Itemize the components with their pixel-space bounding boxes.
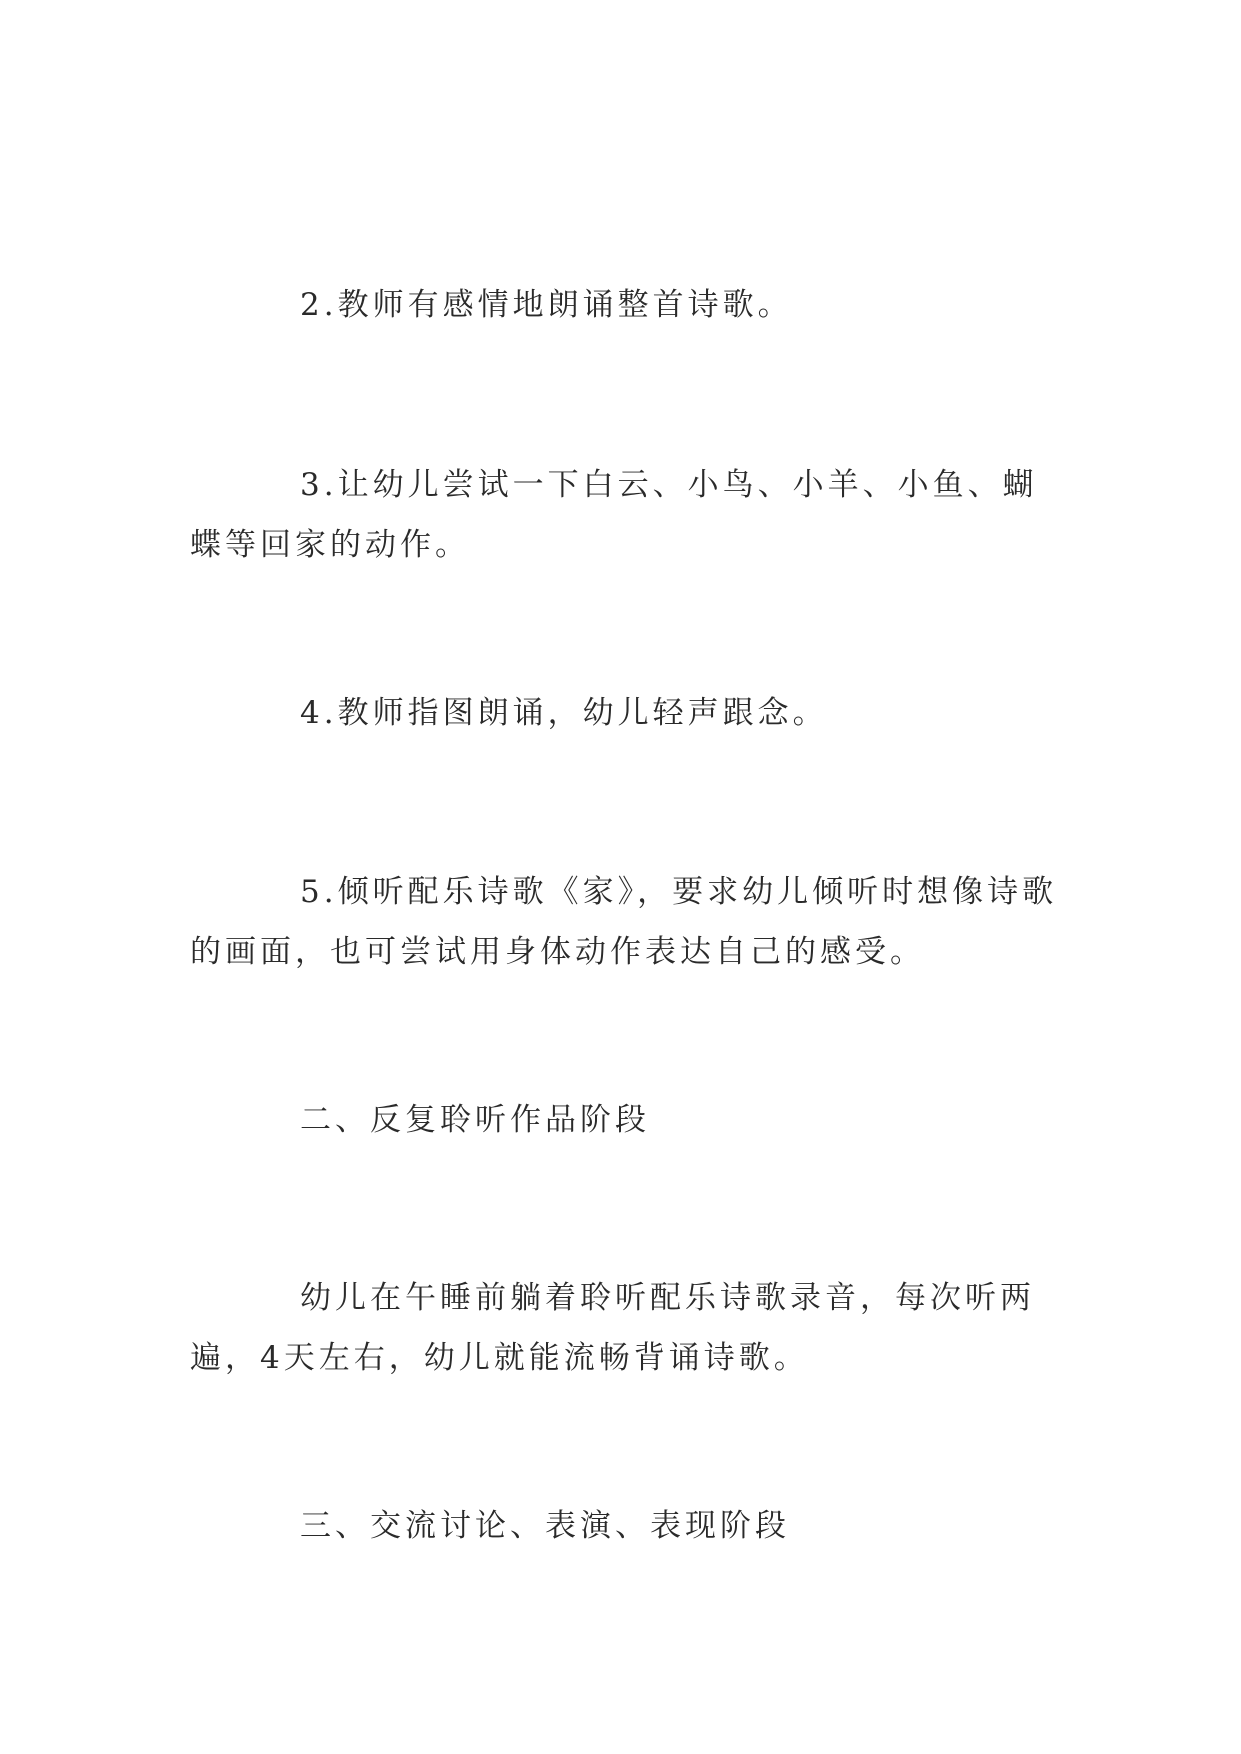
section-heading-2: 二、反复聆听作品阶段 (300, 1102, 650, 1138)
paragraph-step-4: 4.教师指图朗诵，幼儿轻声跟念。 (300, 695, 828, 731)
paragraph-step-5: 5.倾听配乐诗歌《家》，要求幼儿倾听时想像诗歌的画面，也可尝试用身体动作表达自己的感受。 (190, 874, 1058, 970)
paragraph-step-3: 3.让幼儿尝试一下白云、小鸟、小羊、小鱼、蝴蝶等回家的动作。 (190, 467, 1038, 563)
section-heading-3: 三、交流讨论、表演、表现阶段 (300, 1508, 790, 1544)
paragraph-listening: 幼儿在午睡前躺着聆听配乐诗歌录音，每次听两遍，4天左右，幼儿就能流畅背诵诗歌。 (190, 1280, 1035, 1376)
paragraph-step-2: 2.教师有感情地朗诵整首诗歌。 (300, 287, 793, 323)
